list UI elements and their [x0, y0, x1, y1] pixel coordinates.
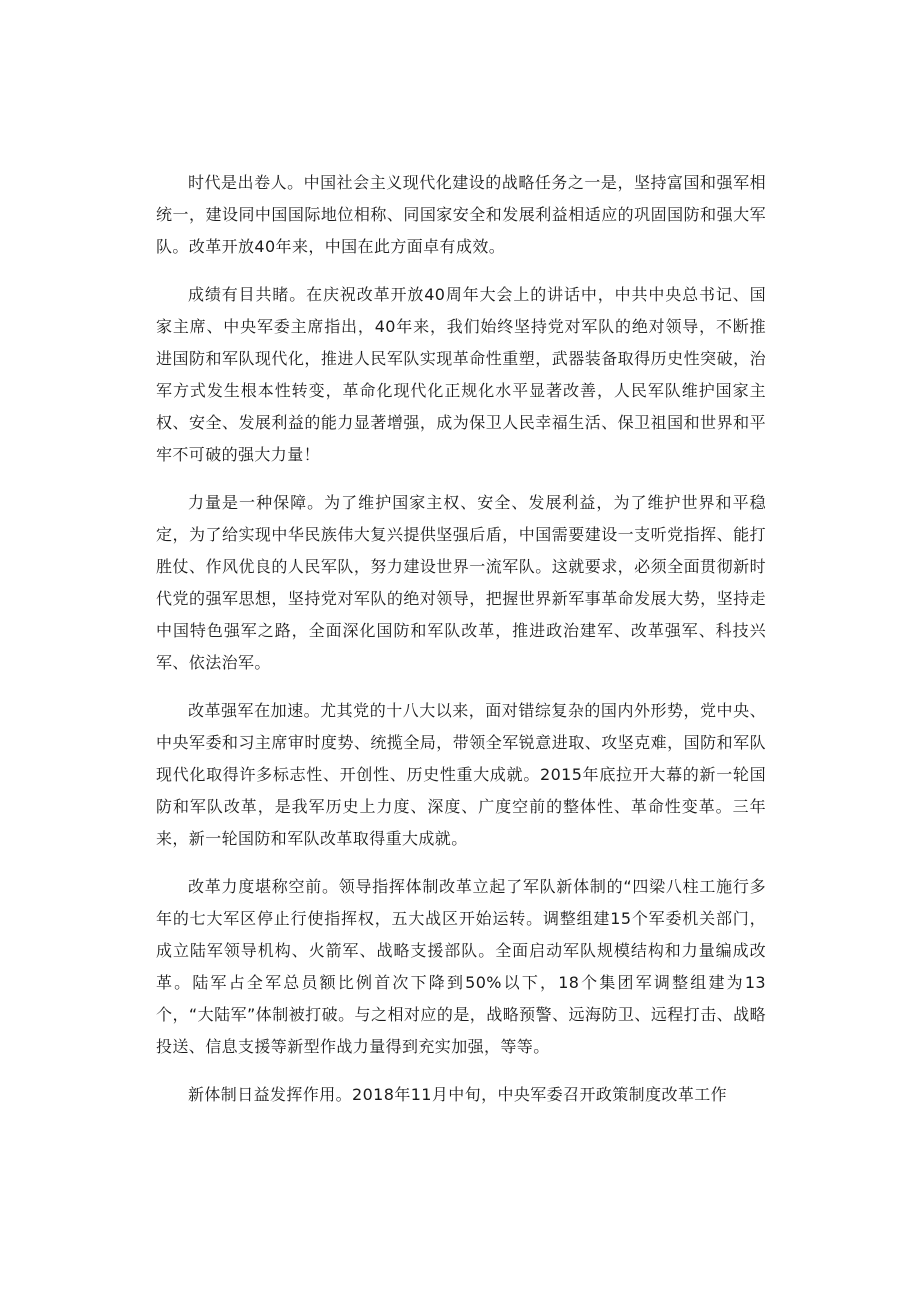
paragraph-5: 改革力度堪称空前。领导指挥体制改革立起了军队新体制的“四梁八柱工施行多年的七大军区停止行使指挥权，五大战区开始运转。调整组建15个军委机关部门，成立陆军领导机构、火箭军、战略支援部队。全面启动军队规模结构和力量编成改革。陆军占全军总员额比例首次下降到50%以下，18个集团军调整组建为13个，“大陆军”体制被打破。与之相对应的是，战略预警、远海防卫、远程打击、战略投送、信息支援等新型作战力量得到充实加强，等等。 [156, 877, 766, 1056]
paragraph-2: 成绩有目共睹。在庆祝改革开放40周年大会上的讲话中，中共中央总书记、国家主席、中央军委主席指出，40年来，我们始终坚持党对军队的绝对领导，不断推进国防和军队现代化，推进人民军队实现革命性重塑，武器装备取得历史性突破，治军方式发生根本性转变，革命化现代化正规化水平显著改善，人民军队维护国家主权、安全、发展利益的能力显著增强，成为保卫人民幸福生活、保卫祖国和世界和平牢不可破的强大力量！ [156, 285, 766, 464]
paragraph-1: 时代是出卷人。中国社会主义现代化建设的战略任务之一是，坚持富国和强军相统一，建设同中国国际地位相称、同国家安全和发展利益相适应的巩固国防和强大军队。改革开放40年来，中国在此方面卓有成效。 [156, 173, 766, 256]
paragraph-3: 力量是一种保障。为了维护国家主权、安全、发展利益，为了维护世界和平稳定，为了给实现中华民族伟大复兴提供坚强后盾，中国需要建设一支听党指挥、能打胜仗、作风优良的人民军队，努力建设世界一流军队。这就要求，必须全面贯彻新时代党的强军思想，坚持党对军队的绝对领导，把握世界新军事革命发展大势，坚持走中国特色强军之路，全面深化国防和军队改革，推进政治建军、改革强军、科技兴军、依法治军。 [156, 493, 766, 672]
paragraph-4: 改革强军在加速。尤其党的十八大以来，面对错综复杂的国内外形势，党中央、中央军委和习主席审时度势、统揽全局，带领全军锐意进取、攻坚克难，国防和军队现代化取得许多标志性、开创性、历史性重大成就。2015年底拉开大幕的新一轮国防和军队改革，是我军历史上力度、深度、广度空前的整体性、革命性变革。三年来，新一轮国防和军队改革取得重大成就。 [156, 701, 766, 848]
article-body [156, 167, 766, 1127]
paragraph-6: 新体制日益发挥作用。2018年11月中旬，中央军委召开政策制度改革工作 [188, 1085, 728, 1104]
